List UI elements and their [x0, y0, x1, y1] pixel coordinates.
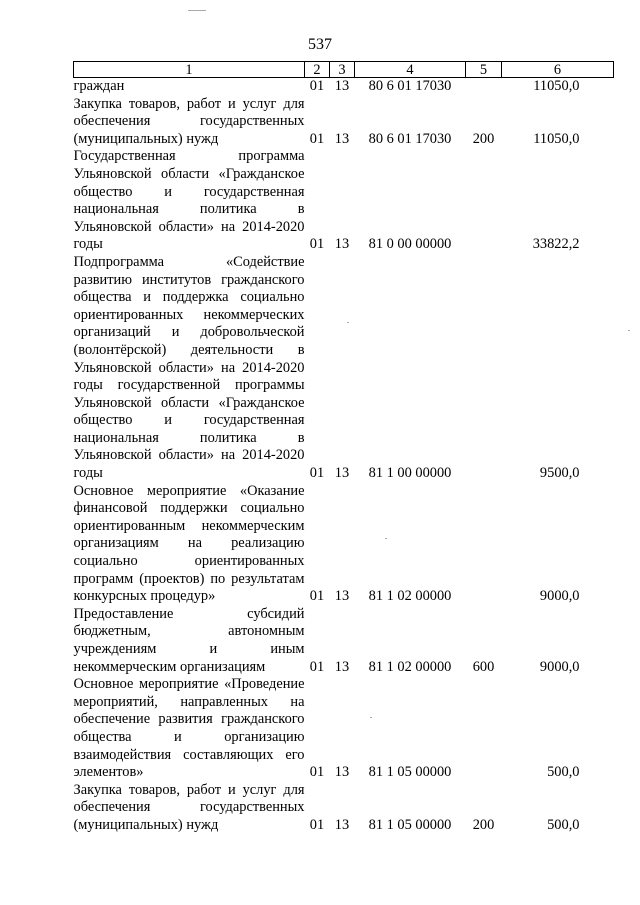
- row-expense-type: [466, 483, 502, 606]
- budget-table: [73, 61, 614, 835]
- row-amount: 11050,0: [533, 78, 580, 94]
- row-expense-type: [466, 148, 502, 254]
- row-description: Основное мероприятие «Оказание финансовой поддержки социально ориентированным некоммерческим организациям на реализацию социально ориентированных программ (проектов) по результатам конкурсных процедур»: [73, 482, 305, 605]
- row-target-code: 81 1 02 00000: [368, 588, 452, 605]
- row-description: Предоставление субсидий бюджетным, автономным учреждениям и иным некоммерческим организациям: [73, 605, 305, 675]
- table-row: [74, 606, 614, 676]
- row-subsection: 13: [334, 465, 350, 482]
- row-target-code: 81 1 02 00000: [368, 658, 452, 675]
- row-subsection: 13: [334, 78, 350, 94]
- table-body: [74, 78, 614, 835]
- row-subsection: 13: [334, 816, 350, 833]
- row-amount: 9500,0: [539, 465, 580, 482]
- table-row: [74, 78, 614, 96]
- row-section: 01: [309, 236, 325, 253]
- header-col-1: 1: [74, 62, 305, 78]
- table-row: [74, 96, 614, 149]
- row-amount: 33822,2: [532, 236, 580, 253]
- row-description: Подпрограмма «Содействие развитию институтов гражданского общества и поддержка социально ориентированных некоммерческих организаций и добровольческой (волонтёрской) деятельности в Ульяновской области» на 2014-2020 годы государственной программы Ульяновской области «Гражданское общество и государственная национальная политика в Ульяновской области» на 2014-2020 годы: [73, 253, 305, 482]
- scan-speck: [628, 330, 630, 331]
- table-row: [74, 148, 614, 254]
- table-row: [74, 782, 614, 835]
- row-expense-type: [466, 78, 502, 96]
- row-expense-type: [466, 254, 502, 483]
- row-amount: 500,0: [547, 764, 580, 781]
- row-amount: 9000,0: [539, 588, 580, 605]
- row-section: 01: [309, 588, 325, 605]
- header-col-5: 5: [466, 62, 502, 78]
- row-section: 01: [309, 130, 325, 147]
- row-section: 01: [309, 78, 325, 94]
- row-subsection: 13: [334, 658, 350, 675]
- table-row: [74, 676, 614, 782]
- scan-speck: [188, 10, 206, 11]
- row-section: 01: [309, 816, 325, 833]
- scan-speck: [370, 717, 372, 718]
- row-target-code: 81 1 05 00000: [368, 816, 452, 833]
- row-subsection: 13: [334, 236, 350, 253]
- row-description: Закупка товаров, работ и услуг для обеспечения государственных (муниципальных) нужд: [73, 781, 305, 833]
- row-expense-type: [466, 676, 502, 782]
- scan-speck: [347, 322, 349, 323]
- row-target-code: 80 6 01 17030: [368, 130, 452, 147]
- row-subsection: 13: [334, 130, 350, 147]
- row-amount: 11050,0: [533, 130, 580, 147]
- row-expense-type: 200: [472, 130, 495, 147]
- header-row: [74, 62, 614, 78]
- row-target-code: 81 0 00 00000: [368, 236, 452, 253]
- table-row: [74, 483, 614, 606]
- row-amount: 9000,0: [539, 658, 580, 675]
- row-description: граждан: [73, 78, 125, 94]
- scan-speck: [385, 538, 387, 539]
- row-description: Закупка товаров, работ и услуг для обеспечения государственных (муниципальных) нужд: [73, 95, 305, 147]
- header-col-2: 2: [305, 62, 330, 78]
- row-target-code: 80 6 01 17030: [368, 78, 452, 94]
- row-subsection: 13: [334, 588, 350, 605]
- row-expense-type: 600: [472, 658, 495, 675]
- table-row: [74, 254, 614, 483]
- page-number: 537: [308, 36, 332, 53]
- row-description: Государственная программа Ульяновской области «Гражданское общество и государственная национальная политика в Ульяновской области» на 2014-2020 годы: [73, 148, 305, 253]
- row-description: Основное мероприятие «Проведение мероприятий, направленных на обеспечение развития гражданского общества и организацию взаимодействия составляющих его элементов»: [73, 676, 305, 781]
- row-target-code: 81 1 05 00000: [368, 764, 452, 781]
- row-expense-type: 200: [472, 816, 495, 833]
- row-section: 01: [309, 658, 325, 675]
- row-section: 01: [309, 465, 325, 482]
- row-target-code: 81 1 00 00000: [368, 465, 452, 482]
- header-col-3: 3: [330, 62, 355, 78]
- header-col-4: 4: [355, 62, 466, 78]
- row-section: 01: [309, 764, 325, 781]
- row-subsection: 13: [334, 764, 350, 781]
- table-header: [74, 62, 614, 78]
- row-amount: 500,0: [547, 816, 580, 833]
- header-col-6: 6: [502, 62, 614, 78]
